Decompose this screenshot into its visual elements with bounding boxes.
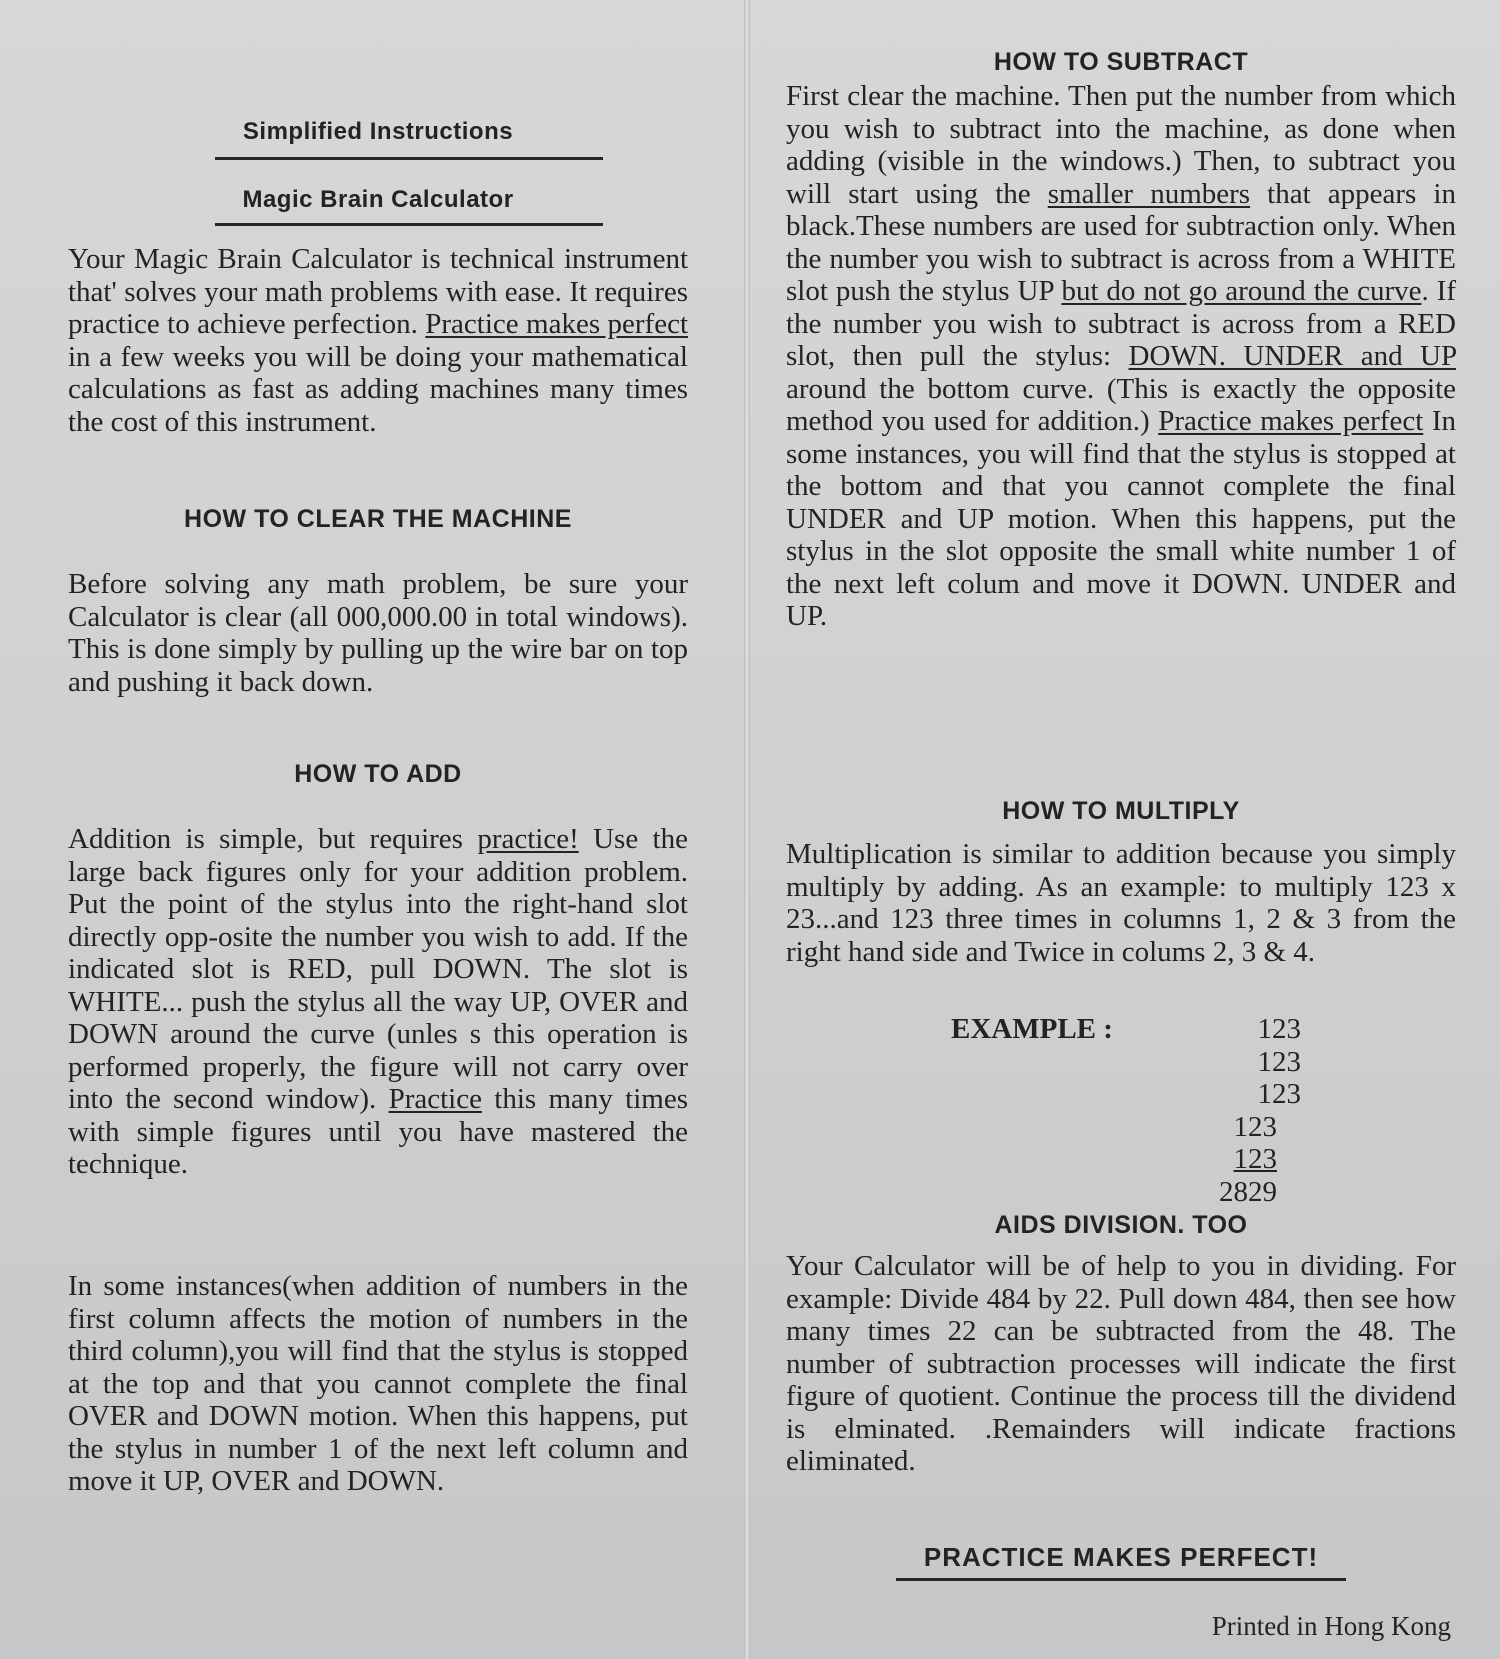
sheet-title: Simplified Instructions	[242, 118, 514, 145]
example-number: 123	[1233, 1110, 1277, 1143]
multiply-paragraph: Multiplication is similar to addition because you simply multiply by adding. As an example: to multiply 123 x 23...and 123 three times in columns 1, 2 & 3 from the right hand side and Twice in colums 2, 3 & 4.	[786, 838, 1456, 968]
example-number: 123	[1257, 1013, 1301, 1045]
example-number: 123	[1257, 1078, 1301, 1110]
closing-rule	[896, 1578, 1346, 1581]
multiply-heading: HOW TO MULTIPLY	[1002, 797, 1240, 825]
product-name: Magic Brain Calculator	[242, 186, 514, 213]
intro-paragraph: Your Magic Brain Calculator is technical instrument that' solves your math problems with ease. It requires practice to achieve perfection. Practice makes perfect in a few weeks you will be doing your mathematical calculations as fast as adding machines many times the cost of this instrument.	[68, 243, 689, 438]
center-fold	[744, 0, 750, 1659]
add-paragraph: Addition is simple, but requires practice! Use the large back figures only for your addition problem. Put the point of the stylus into the right-hand slot directly opp-osite the number you wish to add. If the indicated slot is RED, pull DOWN. The slot is WHITE... push the stylus all the way UP, OVER and DOWN around the curve (unles s this operation is performed properly, the figure will not carry over into the second window). Practice this many times with simple figures until you have mastered the technique.	[68, 823, 688, 1180]
closing-heading: PRACTICE MAKES PERFECT!	[923, 1542, 1319, 1572]
footer-imprint: Printed in Hong Kong	[1211, 1611, 1451, 1641]
clear-heading: HOW TO CLEAR THE MACHINE	[184, 505, 572, 533]
clear-paragraph: Before solving any math problem, be sure your Calculator is clear (all 000,000.00 in total windows). This is done simply by pulling up the wire bar on top and pushing it back down.	[68, 568, 688, 698]
subtract-paragraph: First clear the machine. Then put the number from which you wish to subtract into the machine, as done when adding (visible in the windows.) Then, to subtract you will start using the smaller numbers that appears in black.These numbers are used for subtraction only. When the number you wish to subtract is across from a WHITE slot push the stylus UP but do not go around the curve. If the number you wish to subtract is across from a RED slot, then pull the stylus: DOWN. UNDER and UP around the bottom curve. (This is exactly the opposite method you used for addition.) Practice makes perfect In some instances, you will find that the stylus is stopped at the bottom and that you cannot complete the final UNDER and UP motion. When this happens, put the stylus in the slot opposite the small white number 1 of the next left colum and move it DOWN. UNDER and UP.	[786, 80, 1457, 632]
example-label: EXAMPLE :	[951, 1013, 1113, 1045]
example-sum	[1201, 1013, 1301, 1208]
title-rule-1	[215, 157, 603, 160]
example-total: 2829	[1219, 1175, 1277, 1208]
example-number: 123	[1233, 1143, 1277, 1175]
title-rule-2	[215, 223, 603, 226]
subtract-heading: HOW TO SUBTRACT	[993, 48, 1249, 76]
division-heading: AIDS DIVISION. TOO	[994, 1211, 1248, 1239]
instances-paragraph: In some instances(when addition of numbers in the first column affects the motion of numbers in the third column),you will find that the stylus is stopped at the top and that you cannot complete the final OVER and DOWN motion. When this happens, put the stylus in number 1 of the next left column and move it UP, OVER and DOWN.	[68, 1270, 688, 1497]
add-heading: HOW TO ADD	[294, 760, 462, 788]
example-number: 123	[1257, 1045, 1301, 1078]
division-paragraph: Your Calculator will be of help to you in dividing. For example: Divide 484 by 22. Pull down 484, then see how many times 22 can be subtracted from the 48. The number of subtraction processes will indicate the first figure of quotient. Continue the process till the dividend is elminated. .Remainders will indicate fractions eliminated.	[786, 1250, 1456, 1477]
